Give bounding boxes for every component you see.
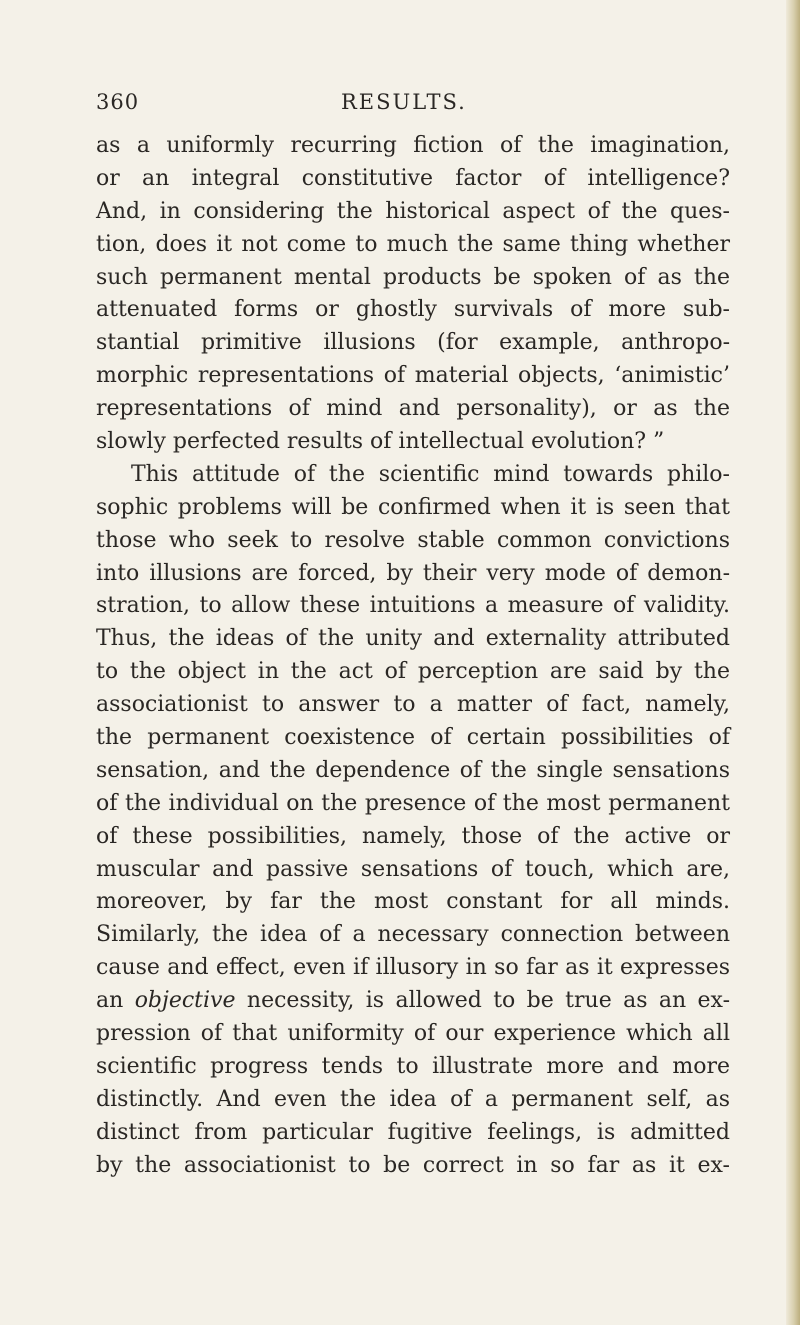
text-line: as a uniformly recurring fiction of the imagination, xyxy=(96,133,730,158)
text-line: cause and effect, even if illusory in so far as it expresses xyxy=(96,955,730,981)
text-line: representations of mind and personality), or as the xyxy=(96,396,730,422)
running-head: RESULTS. xyxy=(341,90,467,114)
text-line: by the associationist to be correct in so far as it ex- xyxy=(96,1152,730,1178)
text-line: This attitude of the scientific mind towards philo- xyxy=(131,461,730,487)
text-line: attenuated forms or ghostly survivals of more sub- xyxy=(96,297,730,323)
text-line: distinct from particular fugitive feelings, is admitted xyxy=(96,1119,730,1145)
text-line: moreover, by far the most constant for all minds. xyxy=(96,889,730,915)
text-line: pression of that uniformity of our experience which all xyxy=(96,1021,730,1047)
page-number: 360 xyxy=(96,90,140,114)
text-line: those who seek to resolve stable common convictions xyxy=(96,527,730,553)
line-rest: necessity, is allowed to be true as an ex- xyxy=(246,988,731,1014)
text-line: associationist to answer to a matter of fact, namely, xyxy=(96,692,730,718)
text-line: of the individual on the presence of the most permanent xyxy=(96,790,730,816)
line-prefix: an xyxy=(96,988,124,1014)
body-text xyxy=(96,130,730,1183)
text-line: such permanent mental products be spoken of as the xyxy=(96,264,730,290)
text-line: sophic problems will be confirmed when it is seen that xyxy=(96,494,730,520)
text-line: scientific progress tends to illustrate more and more xyxy=(96,1053,730,1079)
text-line: slowly perfected results of intellectual evolution? ” xyxy=(96,429,665,455)
text-line: or an integral constitutive factor of intelligence? xyxy=(96,165,730,191)
text-line: sensation, and the dependence of the single sensations xyxy=(96,757,730,783)
page-edge-shadow xyxy=(786,0,800,1325)
text-line: Similarly, the idea of a necessary connection between xyxy=(96,922,730,948)
text-line: tion, does it not come to much the same thing whether xyxy=(96,231,730,257)
page-header xyxy=(96,90,726,120)
text-line: muscular and passive sensations of touch, which are, xyxy=(96,856,730,882)
text-line: stantial primitive illusions (for example, anthropo- xyxy=(96,330,730,356)
text-line: into illusions are forced, by their very mode of demon- xyxy=(96,560,730,586)
text-line: of these possibilities, namely, those of the active or xyxy=(96,823,730,849)
italic-emphasis: objective xyxy=(134,988,236,1014)
text-line-with-emphasis xyxy=(96,985,730,1018)
text-line: stration, to allow these intuitions a measure of validity. xyxy=(96,593,730,619)
text-line: to the object in the act of perception are said by the xyxy=(96,659,730,685)
text-line: distinctly. And even the idea of a permanent self, as xyxy=(96,1086,730,1112)
text-line: the permanent coexistence of certain possibilities of xyxy=(96,725,730,751)
text-line: morphic representations of material objects, ‘animistic’ xyxy=(96,363,730,389)
text-line: Thus, the ideas of the unity and externality attributed xyxy=(96,626,730,652)
text-line: And, in considering the historical aspect of the ques- xyxy=(96,198,730,224)
